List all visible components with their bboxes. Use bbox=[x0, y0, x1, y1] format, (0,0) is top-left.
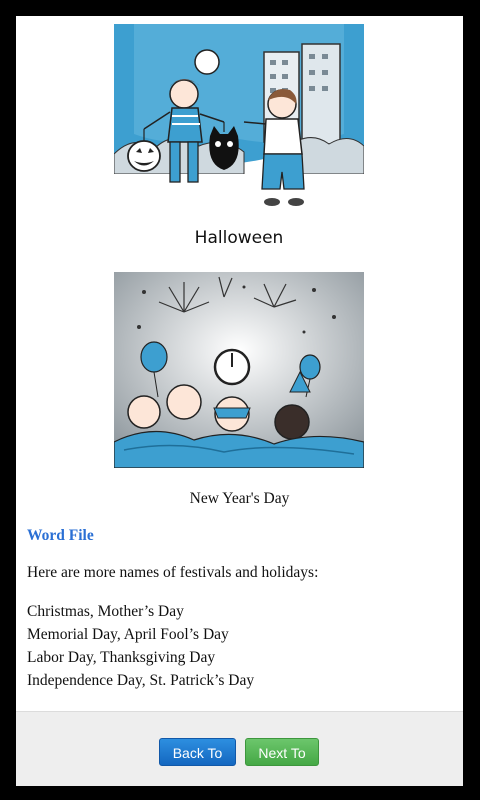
word-file-link[interactable]: Word File bbox=[27, 527, 94, 544]
list-item: Christmas, Mother’s Day bbox=[27, 603, 184, 620]
back-button[interactable]: Back To bbox=[159, 738, 236, 766]
halloween-illustration-icon bbox=[114, 24, 364, 224]
intro-text: Here are more names of festivals and holidays: bbox=[27, 564, 319, 581]
footer-bar bbox=[16, 711, 463, 786]
new-years-party-illustration-icon bbox=[114, 272, 364, 468]
next-button[interactable]: Next To bbox=[245, 738, 319, 766]
list-item: Labor Day, Thanksgiving Day bbox=[27, 649, 216, 666]
page bbox=[16, 16, 463, 786]
halloween-caption: Halloween bbox=[194, 228, 284, 248]
new-years-day-caption: New Year's Day bbox=[189, 490, 290, 507]
festival-list bbox=[27, 600, 254, 692]
list-item: Independence Day, St. Patrick’s Day bbox=[27, 672, 255, 689]
list-item: Memorial Day, April Fool’s Day bbox=[27, 626, 229, 643]
content-area[interactable] bbox=[16, 16, 463, 711]
